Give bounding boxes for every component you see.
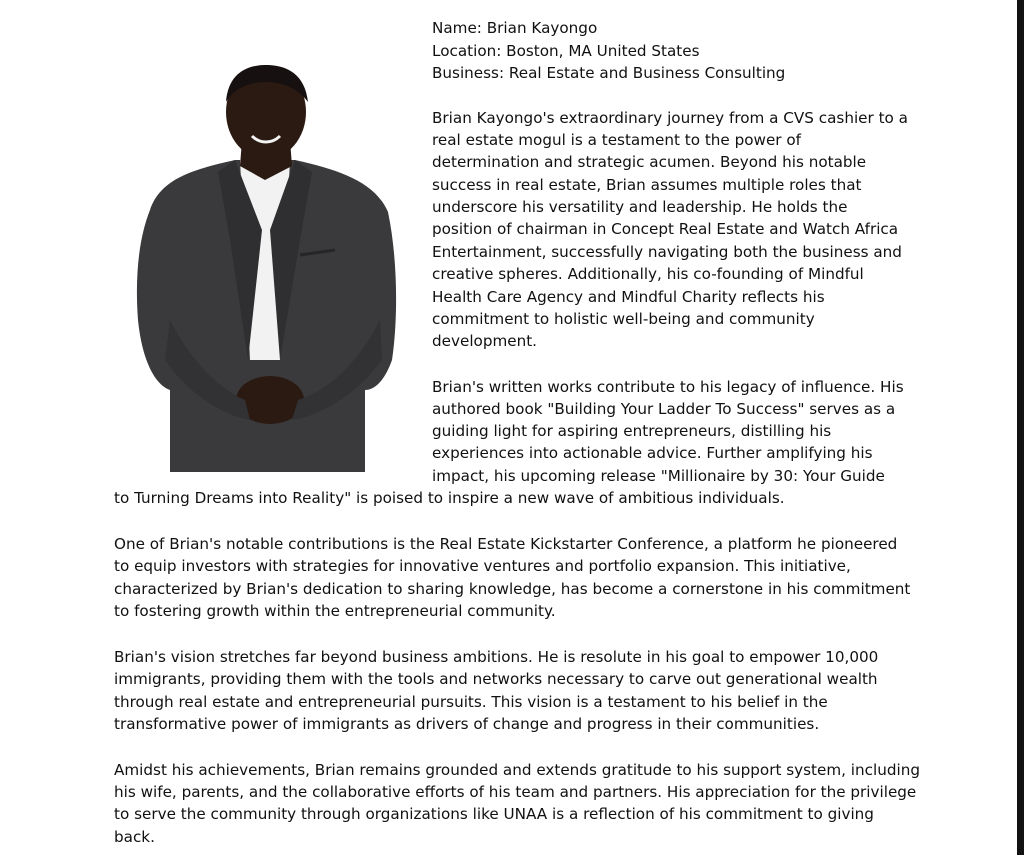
paragraph-line: back.	[114, 828, 155, 846]
paragraph-line: through real estate and entrepreneurial pursuits. This vision is a testament to his belief in the	[114, 693, 828, 711]
paragraph-line: characterized by Brian's dedication to sharing knowledge, has become a cornerstone in his commitment	[114, 580, 911, 598]
paragraph-line: transformative power of immigrants as drivers of change and progress in their communities.	[114, 715, 820, 733]
paragraph-line: Brian Kayongo's extraordinary journey from a CVS cashier to a	[432, 109, 908, 127]
paragraph-line: Health Care Agency and Mindful Charity reflects his	[432, 288, 825, 306]
business-line: Business: Real Estate and Business Consulting	[432, 64, 786, 82]
name-line: Name: Brian Kayongo	[432, 19, 598, 37]
paragraph-line: position of chairman in Concept Real Estate and Watch Africa	[432, 220, 899, 238]
paragraph-line: to serve the community through organizations like UNAA is a reflection of his commitment to giving	[114, 805, 874, 823]
paragraph-line: commitment to holistic well-being and community	[432, 310, 815, 328]
location-line: Location: Boston, MA United States	[432, 42, 700, 60]
paragraph-line: development.	[432, 332, 538, 350]
paragraph-line: Brian's written works contribute to his legacy of influence. His	[432, 378, 904, 396]
paragraph-line: Amidst his achievements, Brian remains grounded and extends gratitude to his support system, including	[114, 761, 920, 779]
paragraph-line: impact, his upcoming release "Millionaire by 30: Your Guide	[432, 467, 885, 485]
paragraph-line: experiences into actionable advice. Further amplifying his	[432, 444, 873, 462]
profile-photo	[130, 60, 400, 472]
paragraph-line: immigrants, providing them with the tools and networks necessary to carve out generational wealth	[114, 670, 878, 688]
paragraph-line: to equip investors with strategies for innovative ventures and portfolio expansion. This initiative,	[114, 557, 851, 575]
paragraph-line: guiding light for aspiring entrepreneurs, distilling his	[432, 422, 832, 440]
paragraph-line: One of Brian's notable contributions is the Real Estate Kickstarter Conference, a platform he pioneered	[114, 535, 898, 553]
person-portrait-image	[130, 60, 400, 472]
paragraph-line: creative spheres. Additionally, his co-founding of Mindful	[432, 265, 864, 283]
paragraph-line: underscore his versatility and leadership. He holds the	[432, 198, 848, 216]
paragraph-line: authored book "Building Your Ladder To Success" serves as a	[432, 400, 896, 418]
window-edge-bar	[1017, 0, 1024, 855]
paragraph-line: Entertainment, successfully navigating both the business and	[432, 243, 902, 261]
paragraph-line: to fostering growth within the entrepreneurial community.	[114, 602, 556, 620]
paragraph-line: determination and strategic acumen. Beyond his notable	[432, 153, 867, 171]
paragraph-line: Brian's vision stretches far beyond business ambitions. He is resolute in his goal to empower 10,000	[114, 648, 879, 666]
paragraph-line: his wife, parents, and the collaborative efforts of his team and partners. His appreciation for the privilege	[114, 783, 917, 801]
paragraph-line: real estate mogul is a testament to the power of	[432, 131, 802, 149]
paragraph-line: to Turning Dreams into Reality" is poised to inspire a new wave of ambitious individuals.	[114, 489, 785, 507]
paragraph-line: success in real estate, Brian assumes multiple roles that	[432, 176, 862, 194]
